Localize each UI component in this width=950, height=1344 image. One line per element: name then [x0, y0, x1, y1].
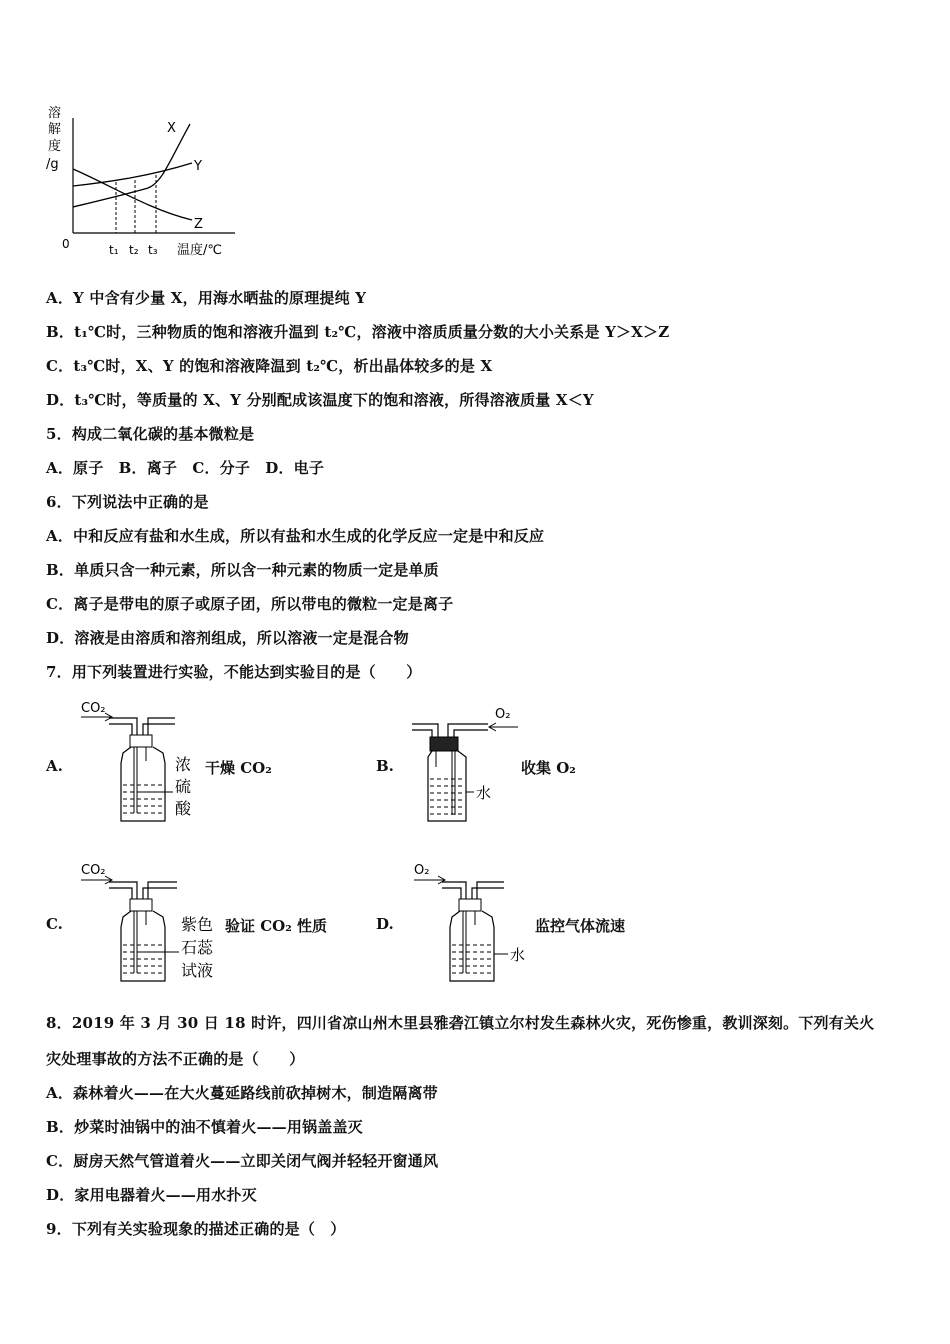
tick-t1: t₁: [109, 243, 119, 257]
curve-z-label: Z: [194, 217, 203, 232]
q6-option-a: A．中和反应有盐和水生成，所以有盐和水生成的化学反应一定是中和反应: [46, 527, 545, 545]
graph-ylabel-4: /g: [46, 157, 59, 172]
apparatus-c-liquid-2: 石蕊: [181, 938, 214, 957]
apparatus-c-liquid-1: 紫色: [181, 915, 214, 934]
apparatus-a-gas: CO₂: [81, 701, 106, 716]
apparatus-d-liquid: 水: [510, 946, 526, 964]
tick-t3: t₃: [148, 243, 158, 257]
apparatus-a-liquid-3: 酸: [175, 799, 192, 818]
bottle-c: [121, 911, 165, 981]
curve-x-label: X: [167, 121, 176, 136]
apparatus-d-gas: O₂: [414, 863, 430, 878]
apparatus-a-liquid-2: 硫: [175, 777, 192, 796]
q5-options: A．原子 B．离子 C．分子 D．电子: [46, 459, 325, 477]
apparatus-d: [408, 855, 538, 985]
q7-d-label: 监控气体流速: [535, 917, 626, 935]
q4-option-d: D．t₃℃时，等质量的 X、Y 分别配成该温度下的饱和溶液，所得溶液质量 X＜Y: [46, 391, 594, 409]
q8-option-b: B．炒菜时油锅中的油不慎着火——用锅盖盖灭: [46, 1118, 363, 1136]
apparatus-b-gas: O₂: [495, 707, 511, 722]
bottle-d: [450, 911, 494, 981]
q8-option-a: A．森林着火——在大火蔓延路线前砍掉树木，制造隔离带: [46, 1084, 438, 1102]
q7-c-label: 验证 CO₂ 性质: [225, 917, 328, 935]
q7-b-label: 收集 O₂: [521, 759, 576, 777]
apparatus-c-gas: CO₂: [81, 863, 106, 878]
q8-stem-line2: 灾处理事故的方法不正确的是（ ）: [46, 1050, 305, 1068]
q8-option-d: D．家用电器着火——用水扑灭: [46, 1186, 257, 1204]
graph-ylabel-1: 溶: [48, 106, 62, 121]
q5-stem: 5．构成二氧化碳的基本微粒是: [46, 425, 255, 443]
curve-y: [73, 163, 192, 186]
graph-ylabel-2: 解: [48, 122, 62, 137]
solubility-graph: [40, 100, 245, 265]
q6-stem: 6．下列说法中正确的是: [46, 493, 209, 511]
q4-option-b: B．t₁℃时，三种物质的饱和溶液升温到 t₂℃，溶液中溶质质量分数的大小关系是 Y＞X＞Z: [46, 323, 670, 341]
q7-c-letter: C.: [46, 915, 63, 933]
curve-x: [73, 124, 190, 207]
bottle-a: [121, 747, 165, 821]
q7-stem: 7．用下列装置进行实验，不能达到实验目的是（ ）: [46, 663, 422, 681]
q7-a-label: 干燥 CO₂: [205, 759, 272, 777]
q8-option-c: C．厨房天然气管道着火——立即关闭气阀并轻轻开窗通风: [46, 1152, 439, 1170]
graph-ylabel-3: 度: [48, 139, 62, 154]
q9-stem: 9．下列有关实验现象的描述正确的是（ ）: [46, 1220, 346, 1238]
q8-stem-line1: 8．2019 年 3 月 30 日 18 时许，四川省凉山州木里县雅砻江镇立尔村发生森林火灾，死伤惨重，教训深刻。下列有关火: [46, 1014, 875, 1032]
apparatus-a: [75, 695, 205, 825]
q7-b-letter: B.: [376, 757, 394, 775]
curve-y-label: Y: [194, 159, 202, 174]
apparatus-a-liquid-1: 浓: [175, 755, 192, 774]
apparatus-c-liquid-3: 试液: [181, 961, 214, 980]
graph-origin: 0: [62, 237, 70, 251]
q6-option-d: D．溶液是由溶质和溶剂组成，所以溶液一定是混合物: [46, 629, 409, 647]
q4-option-a: A．Y 中含有少量 X，用海水晒盐的原理提纯 Y: [46, 289, 367, 307]
q6-option-b: B．单质只含一种元素，所以含一种元素的物质一定是单质: [46, 561, 439, 579]
q7-a-letter: A.: [46, 757, 63, 775]
q7-d-letter: D.: [376, 915, 394, 933]
q6-option-c: C．离子是带电的原子或原子团，所以带电的微粒一定是离子: [46, 595, 454, 613]
graph-xlabel: 温度/℃: [177, 243, 222, 258]
apparatus-c: [75, 855, 225, 985]
tick-t2: t₂: [129, 243, 139, 257]
apparatus-b-liquid: 水: [476, 784, 492, 802]
apparatus-b: [408, 695, 538, 825]
q4-option-c: C．t₃℃时，X、Y 的饱和溶液降温到 t₂℃，析出晶体较多的是 X: [46, 357, 493, 375]
curve-z: [73, 169, 192, 220]
